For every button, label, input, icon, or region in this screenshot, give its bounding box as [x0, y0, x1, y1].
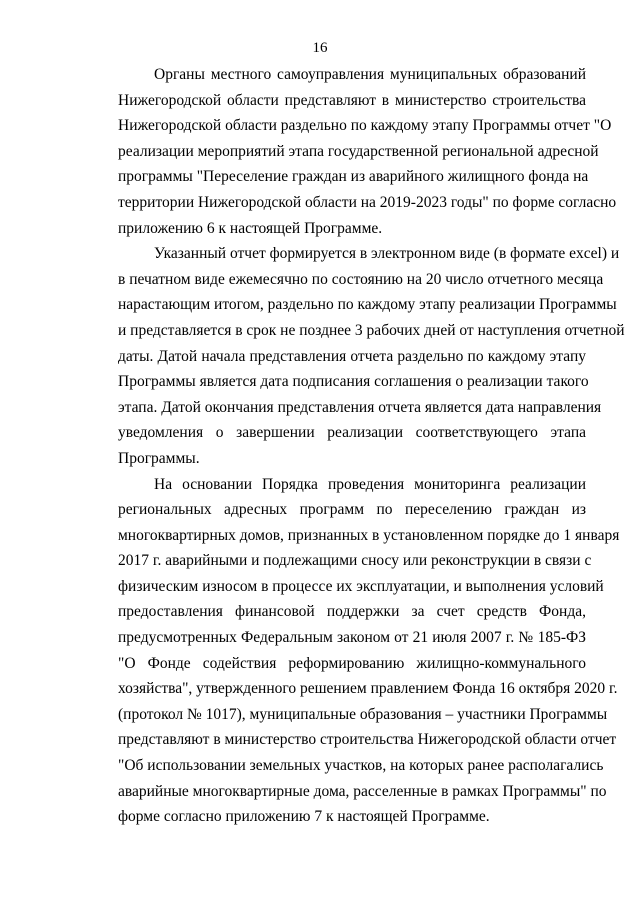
text-line: приложению 6 к настоящей Программе. [118, 219, 383, 237]
text-line: и представляется в срок не позднее 3 рабочих дней от наступления отчетной [118, 321, 625, 339]
text-line: представляют в министерство строительства Нижегородской области отчет [118, 731, 617, 749]
text-line: уведомления о завершении реализации соответствующего этапа [118, 424, 586, 442]
text-line: Нижегородской области раздельно по каждому этапу Программы отчет "О [118, 117, 612, 135]
text-line: этапа. Датой окончания представления отчета является дата направления [118, 398, 602, 416]
text-line: даты. Датой начала представления отчета раздельно по каждому этапу [118, 347, 586, 365]
text-line: Нижегородской области представляют в министерство строительства [118, 91, 586, 109]
text-line: региональных адресных программ по переселению граждан из [118, 501, 586, 519]
text-line: предусмотренных Федеральным законом от 21 июля 2007 г. № 185-ФЗ [118, 629, 586, 647]
text-line: форме согласно приложению 7 к настоящей Программе. [118, 808, 490, 826]
document-body [118, 62, 625, 830]
text-line: (протокол № 1017), муниципальные образования – участники Программы [118, 705, 608, 723]
text-line: в печатном виде ежемесячно по состоянию на 20 число отчетного месяца [118, 270, 604, 288]
text-line: программы "Переселение граждан из аварийного жилищного фонда на [118, 168, 589, 186]
text-line: "О Фонде содействия реформированию жилищно-коммунального [118, 654, 586, 672]
text-line: 2017 г. аварийными и подлежащими сносу или реконструкции в связи с [118, 552, 592, 570]
text-line: предоставления финансовой поддержки за счет средств Фонда, [118, 603, 586, 621]
text-line: "Об использовании земельных участков, на которых ранее располагались [118, 757, 604, 775]
paragraph-1 [118, 62, 617, 241]
text-line: На основании Порядка проведения мониторинга реализации [154, 475, 586, 493]
text-line: многоквартирных домов, признанных в установленном порядке до 1 января [118, 526, 620, 544]
text-line: Органы местного самоуправления муниципальных образований [154, 66, 586, 83]
text-line: территории Нижегородской области на 2019-2023 годы" по форме согласно [118, 193, 617, 211]
text-line: реализации мероприятий этапа государственной региональной адресной [118, 142, 599, 160]
text-line: хозяйства", утвержденного решением правлением Фонда 16 октября 2020 г. [118, 680, 618, 698]
paragraph-3 [118, 472, 620, 830]
text-line: Указанный отчет формируется в электронном виде (в формате excel) и [154, 245, 620, 263]
page-number: 16 [312, 40, 328, 56]
text-line: Программы. [118, 449, 200, 467]
paragraph-2 [118, 241, 625, 471]
text-line: нарастающим итогом, раздельно по каждому этапу реализации Программы [118, 296, 617, 314]
text-line: физическим износом в процессе их эксплуатации, и выполнения условий [118, 577, 604, 595]
text-line: аварийные многоквартирные дома, расселенные в рамках Программы" по [118, 782, 607, 800]
text-line: Программы является дата подписания соглашения о реализации такого [118, 373, 589, 391]
